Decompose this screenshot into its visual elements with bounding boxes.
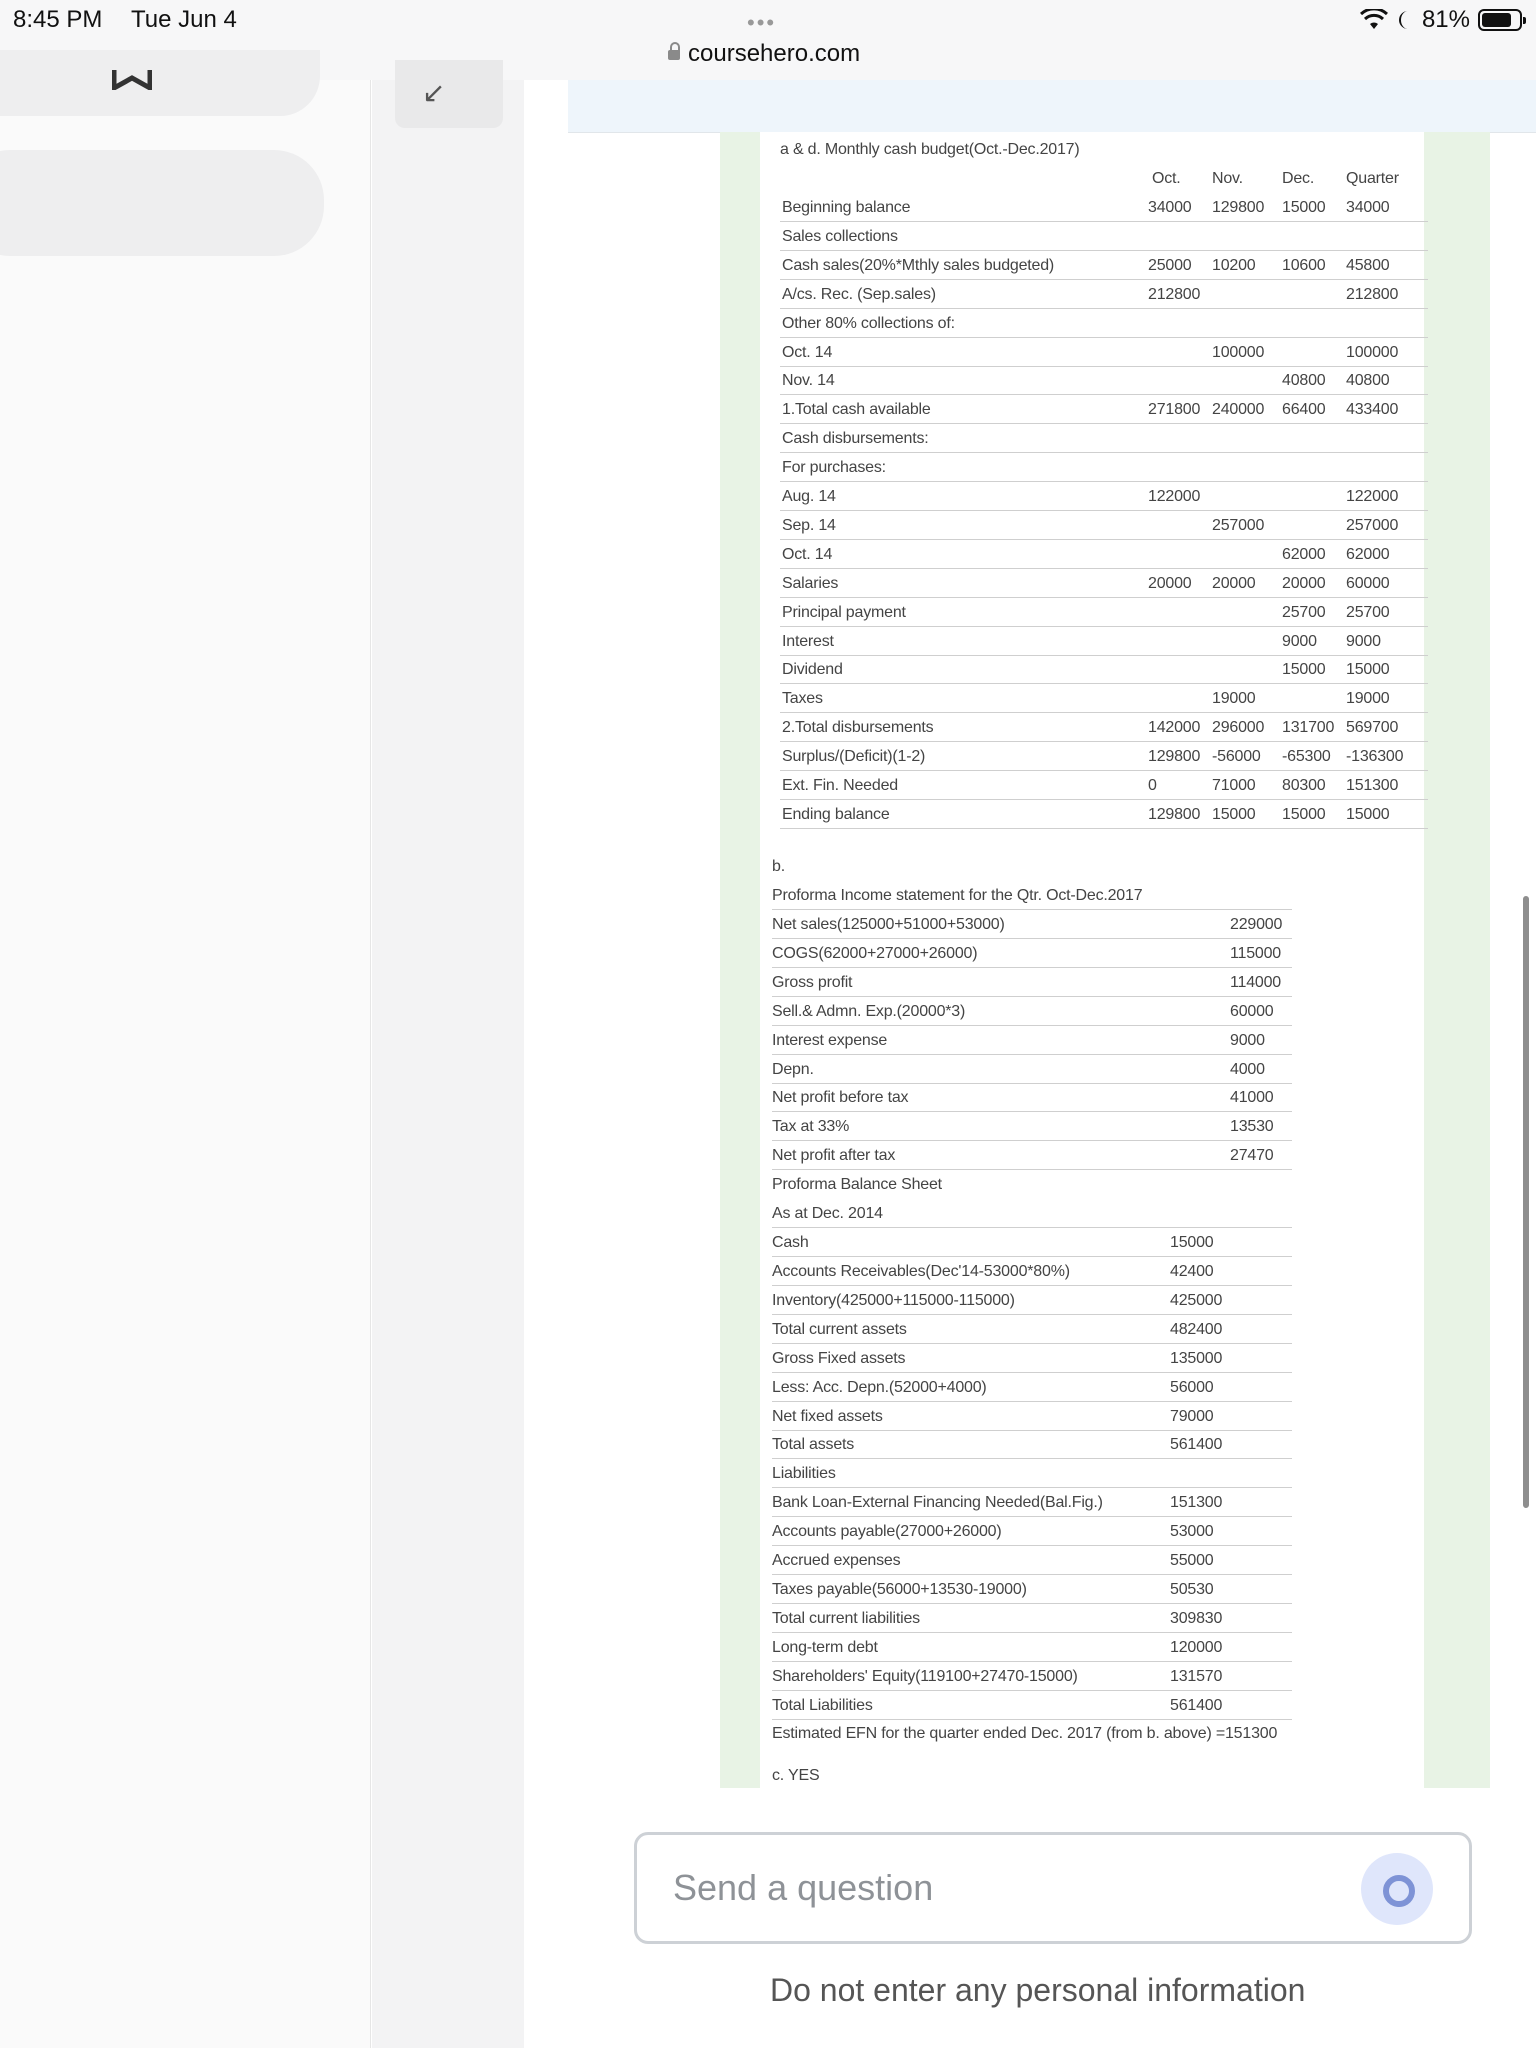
income-row-value: 229000 bbox=[1230, 916, 1283, 933]
budget-cell: 271800 bbox=[1148, 401, 1201, 419]
budget-cell: 25700 bbox=[1282, 603, 1326, 621]
budget-row-divider bbox=[780, 568, 1428, 569]
balance-row-value: 15000 bbox=[1170, 1234, 1214, 1252]
income-row-label: COGS(62000+27000+26000) bbox=[772, 944, 978, 962]
budget-cell: 62000 bbox=[1346, 545, 1390, 563]
budget-header: Oct. bbox=[1152, 170, 1181, 187]
budget-row-label: Other 80% collections of: bbox=[782, 314, 955, 332]
budget-header: Quarter bbox=[1346, 170, 1399, 187]
url-text: coursehero.com bbox=[688, 40, 861, 67]
income-row-label: Tax at 33% bbox=[772, 1118, 850, 1136]
balance-row-label: Liabilities bbox=[772, 1465, 836, 1483]
budget-row-divider bbox=[780, 510, 1428, 511]
budget-cell: 40800 bbox=[1282, 372, 1326, 390]
budget-row-divider bbox=[780, 423, 1428, 424]
balance-row-value: 561400 bbox=[1170, 1436, 1223, 1454]
section-c: c. YES bbox=[772, 1767, 820, 1785]
balance-row-label: Total assets bbox=[772, 1436, 855, 1454]
toolbar-pill bbox=[0, 50, 320, 116]
budget-cell: 100000 bbox=[1212, 343, 1265, 361]
disclaimer-text: Do not enter any personal information bbox=[770, 1972, 1306, 2008]
balance-row-value: 482400 bbox=[1170, 1320, 1223, 1338]
budget-row-label: Cash sales(20%*Mthly sales budgeted) bbox=[782, 256, 1055, 274]
budget-row-label: Aug. 14 bbox=[782, 488, 836, 505]
income-row-value: 4000 bbox=[1230, 1060, 1265, 1078]
budget-row-label: Principal payment bbox=[782, 603, 906, 621]
budget-cell: 122000 bbox=[1346, 488, 1399, 505]
balance-row-label: Cash bbox=[772, 1234, 809, 1252]
budget-row-label: 2.Total disbursements bbox=[782, 719, 934, 737]
question-input[interactable] bbox=[634, 1832, 1472, 1944]
balance-row-label: Shareholders' Equity(119100+27470-15000) bbox=[772, 1667, 1078, 1685]
balance-row-label: Net fixed assets bbox=[772, 1407, 883, 1425]
balance-row-value: 55000 bbox=[1170, 1552, 1214, 1569]
status-icons bbox=[1360, 6, 1522, 34]
budget-row-label: Salaries bbox=[782, 574, 839, 592]
balance-row-value: 56000 bbox=[1170, 1378, 1214, 1396]
budget-row-divider bbox=[780, 828, 1428, 829]
balance-row-divider bbox=[772, 1719, 1292, 1720]
income-row-divider bbox=[772, 1169, 1292, 1170]
income-row-label: Depn. bbox=[772, 1060, 814, 1078]
budget-cell: 71000 bbox=[1212, 777, 1256, 794]
balance-row-value: 42400 bbox=[1170, 1263, 1214, 1280]
budget-cell: 10600 bbox=[1282, 256, 1326, 274]
battery-fill bbox=[1482, 13, 1511, 27]
date: Tue Jun 4 bbox=[131, 6, 237, 33]
budget-row-label: Dividend bbox=[782, 661, 843, 679]
balance-row-value: 53000 bbox=[1170, 1523, 1214, 1541]
balance-row-value: 131570 bbox=[1170, 1667, 1223, 1685]
address-bar[interactable] bbox=[668, 40, 860, 68]
income-row-label: Sell.& Admn. Exp.(20000*3) bbox=[772, 1002, 966, 1020]
budget-row-label: A/cs. Rec. (Sep.sales) bbox=[782, 285, 936, 303]
budget-row-label: 1.Total cash available bbox=[782, 401, 931, 419]
budget-row-divider bbox=[780, 308, 1428, 309]
balance-row-divider bbox=[772, 1487, 1292, 1488]
balance-row-divider bbox=[772, 1372, 1292, 1373]
balance-row-divider bbox=[772, 1574, 1292, 1575]
budget-cell: 10200 bbox=[1212, 256, 1256, 274]
budget-row-label: Surplus/(Deficit)(1-2) bbox=[782, 748, 926, 766]
budget-row-divider bbox=[780, 683, 1428, 684]
budget-row-divider bbox=[780, 741, 1428, 742]
income-row-divider bbox=[772, 1083, 1292, 1084]
budget-cell: 66400 bbox=[1282, 401, 1326, 419]
budget-cell: 62000 bbox=[1282, 545, 1326, 563]
income-divider bbox=[772, 909, 1292, 910]
balance-row-label: Accrued expenses bbox=[772, 1552, 901, 1569]
budget-row-divider bbox=[780, 626, 1428, 627]
budget-cell: 240000 bbox=[1212, 401, 1265, 419]
budget-cell: 80300 bbox=[1282, 777, 1326, 794]
budget-cell: 60000 bbox=[1346, 574, 1390, 592]
balance-row-divider bbox=[772, 1314, 1292, 1315]
income-row-label: Interest expense bbox=[772, 1031, 888, 1049]
budget-row-divider bbox=[780, 221, 1428, 222]
efn-line: Estimated EFN for the quarter ended Dec. 2017 (from b. above) =151300 bbox=[772, 1725, 1278, 1743]
budget-row-label: Taxes bbox=[782, 690, 823, 708]
budget-cell: 15000 bbox=[1346, 805, 1390, 823]
budget-row-divider bbox=[780, 452, 1428, 453]
question-placeholder: Send a question bbox=[673, 1867, 934, 1908]
budget-cell: 40800 bbox=[1346, 372, 1390, 390]
budget-cell: 15000 bbox=[1282, 199, 1326, 216]
battery-icon bbox=[1478, 9, 1522, 31]
wifi-icon bbox=[1360, 9, 1388, 31]
balance-row-value: 151300 bbox=[1170, 1494, 1223, 1512]
balance-row-label: Inventory(425000+115000-115000) bbox=[772, 1291, 1015, 1309]
budget-title: a & d. Monthly cash budget(Oct.-Dec.2017) bbox=[780, 141, 1080, 158]
collapse-button[interactable] bbox=[395, 60, 503, 128]
income-row-label: Gross profit bbox=[772, 973, 853, 991]
budget-cell: 34000 bbox=[1346, 199, 1390, 216]
balance-row-divider bbox=[772, 1458, 1292, 1459]
income-row-divider bbox=[772, 1140, 1292, 1141]
budget-cell: 131700 bbox=[1282, 719, 1335, 737]
budget-cell: 25700 bbox=[1346, 603, 1390, 621]
balance-row-divider bbox=[772, 1516, 1292, 1517]
balance-divider bbox=[772, 1227, 1292, 1228]
balance-row-divider bbox=[772, 1661, 1292, 1662]
budget-cell: 433400 bbox=[1346, 401, 1399, 419]
budget-row-label: Ending balance bbox=[782, 805, 890, 823]
balance-row-value: 135000 bbox=[1170, 1349, 1223, 1367]
balance-row-value: 425000 bbox=[1170, 1291, 1223, 1309]
budget-row-label: Oct. 14 bbox=[782, 545, 833, 563]
balance-row-label: Total current liabilities bbox=[772, 1609, 920, 1627]
balance-row-divider bbox=[772, 1603, 1292, 1604]
budget-cell: 15000 bbox=[1282, 805, 1326, 823]
budget-cell: 129800 bbox=[1212, 199, 1265, 216]
income-row-value: 41000 bbox=[1230, 1089, 1274, 1107]
balance-row-label: Bank Loan-External Financing Needed(Bal.Fig.) bbox=[772, 1494, 1103, 1512]
budget-row-label: For purchases: bbox=[782, 459, 886, 477]
moon-icon bbox=[1396, 9, 1414, 31]
income-row-divider bbox=[772, 1025, 1292, 1026]
budget-cell: -56000 bbox=[1212, 748, 1261, 766]
budget-cell: 0 bbox=[1148, 777, 1157, 794]
balance-row-value: 309830 bbox=[1170, 1609, 1223, 1627]
answer-document bbox=[760, 132, 1424, 1788]
middle-panel bbox=[372, 80, 524, 2048]
budget-cell: 25000 bbox=[1148, 256, 1192, 274]
balance-row-label: Less: Acc. Depn.(52000+4000) bbox=[772, 1378, 987, 1396]
budget-cell: 257000 bbox=[1346, 516, 1399, 534]
balance-title: Proforma Balance Sheet bbox=[772, 1176, 942, 1194]
budget-cell: 122000 bbox=[1148, 488, 1201, 505]
balance-row-label: Accounts payable(27000+26000) bbox=[772, 1523, 1002, 1541]
income-row-divider bbox=[772, 938, 1292, 939]
budget-cell: 212800 bbox=[1346, 285, 1399, 303]
balance-row-label: Total current assets bbox=[772, 1320, 907, 1338]
income-row-value: 115000 bbox=[1230, 944, 1282, 962]
budget-cell: 9000 bbox=[1282, 632, 1317, 650]
income-row-value: 9000 bbox=[1230, 1031, 1265, 1049]
budget-row-label: Sales collections bbox=[782, 227, 898, 245]
balance-row-divider bbox=[772, 1256, 1292, 1257]
income-row-label: Net profit after tax bbox=[772, 1147, 896, 1165]
income-row-value: 27470 bbox=[1230, 1147, 1274, 1165]
multitasking-dots[interactable]: ••• bbox=[747, 10, 777, 35]
budget-row-divider bbox=[780, 770, 1428, 771]
income-row-label: Net profit before tax bbox=[772, 1089, 909, 1107]
budget-row-divider bbox=[780, 539, 1428, 540]
budget-row-divider bbox=[780, 481, 1428, 482]
budget-cell: 20000 bbox=[1282, 574, 1326, 592]
budget-row-divider bbox=[780, 597, 1428, 598]
scrollbar[interactable] bbox=[1523, 896, 1529, 1508]
budget-cell: 19000 bbox=[1346, 690, 1390, 708]
bookmark-icon[interactable] bbox=[112, 70, 152, 90]
content-header-band bbox=[568, 80, 1536, 133]
budget-cell: 15000 bbox=[1212, 805, 1256, 823]
budget-cell: 9000 bbox=[1346, 632, 1381, 650]
income-row-divider bbox=[772, 1054, 1292, 1055]
budget-row-label: Beginning balance bbox=[782, 199, 911, 216]
budget-cell: 296000 bbox=[1212, 719, 1265, 737]
budget-cell: 212800 bbox=[1148, 285, 1201, 303]
balance-row-divider bbox=[772, 1285, 1292, 1286]
budget-cell: -65300 bbox=[1282, 748, 1331, 766]
balance-row-label: Gross Fixed assets bbox=[772, 1349, 906, 1367]
balance-row-label: Total Liabilities bbox=[772, 1696, 873, 1714]
clock: 8:45 PM bbox=[13, 6, 103, 33]
budget-cell: 129800 bbox=[1148, 748, 1201, 766]
budget-row-divider bbox=[780, 279, 1428, 280]
budget-header: Nov. bbox=[1212, 170, 1243, 187]
budget-row-divider bbox=[780, 337, 1428, 338]
balance-row-value: 50530 bbox=[1170, 1580, 1214, 1598]
balance-row-divider bbox=[772, 1545, 1292, 1546]
budget-row-label: Nov. 14 bbox=[782, 372, 835, 390]
balance-row-value: 561400 bbox=[1170, 1696, 1223, 1714]
budget-row-label: Ext. Fin. Needed bbox=[782, 777, 898, 794]
collapse-arrow-icon: ↙ bbox=[422, 77, 446, 108]
balance-row-divider bbox=[772, 1430, 1292, 1431]
income-row-value: 13530 bbox=[1230, 1118, 1274, 1136]
budget-cell: 20000 bbox=[1212, 574, 1256, 592]
balance-date: As at Dec. 2014 bbox=[772, 1205, 883, 1223]
budget-cell: 15000 bbox=[1282, 661, 1326, 679]
sidebar-search-pill[interactable] bbox=[0, 150, 324, 256]
balance-row-label: Accounts Receivables(Dec'14-53000*80%) bbox=[772, 1263, 1070, 1280]
income-row-divider bbox=[772, 1111, 1292, 1112]
budget-row-label: Interest bbox=[782, 632, 834, 650]
balance-row-value: 79000 bbox=[1170, 1407, 1214, 1425]
budget-cell: 15000 bbox=[1346, 661, 1390, 679]
budget-cell: 45800 bbox=[1346, 256, 1390, 274]
budget-row-label: Sep. 14 bbox=[782, 516, 836, 534]
budget-row-divider bbox=[780, 366, 1428, 367]
battery-percent: 81% bbox=[1421, 6, 1470, 33]
balance-row-divider bbox=[772, 1343, 1292, 1344]
section-b-label: b. bbox=[772, 858, 785, 875]
balance-row-label: Long-term debt bbox=[772, 1638, 878, 1656]
income-row-divider bbox=[772, 967, 1292, 968]
budget-cell: 257000 bbox=[1212, 516, 1265, 534]
budget-row-divider bbox=[780, 250, 1428, 251]
budget-cell: 142000 bbox=[1148, 719, 1201, 737]
budget-header: Dec. bbox=[1282, 170, 1315, 187]
income-row-label: Net sales(125000+51000+53000) bbox=[772, 916, 1005, 933]
budget-row-divider bbox=[780, 655, 1428, 656]
budget-row-divider bbox=[780, 394, 1428, 395]
income-row-value: 114000 bbox=[1230, 973, 1282, 991]
budget-cell: 100000 bbox=[1346, 343, 1399, 361]
lock-icon bbox=[668, 50, 680, 60]
left-sidebar bbox=[0, 80, 371, 2048]
balance-row-divider bbox=[772, 1690, 1292, 1691]
income-row-divider bbox=[772, 996, 1292, 997]
balance-row-label: Taxes payable(56000+13530-19000) bbox=[772, 1580, 1027, 1598]
income-row-value: 60000 bbox=[1230, 1002, 1274, 1020]
budget-row-label: Cash disbursements: bbox=[782, 430, 929, 448]
budget-row-label: Oct. 14 bbox=[782, 343, 833, 361]
budget-cell: 129800 bbox=[1148, 805, 1201, 823]
income-title: Proforma Income statement for the Qtr. Oct-Dec.2017 bbox=[772, 887, 1143, 904]
budget-row-divider bbox=[780, 712, 1428, 713]
budget-cell: -136300 bbox=[1346, 748, 1404, 766]
send-icon[interactable] bbox=[1361, 1853, 1433, 1925]
budget-cell: 34000 bbox=[1148, 199, 1192, 216]
budget-cell: 569700 bbox=[1346, 719, 1399, 737]
budget-cell: 19000 bbox=[1212, 690, 1256, 708]
balance-row-value: 120000 bbox=[1170, 1638, 1223, 1656]
balance-row-divider bbox=[772, 1632, 1292, 1633]
balance-row-divider bbox=[772, 1401, 1292, 1402]
budget-cell: 20000 bbox=[1148, 574, 1192, 592]
budget-cell: 151300 bbox=[1346, 777, 1399, 794]
budget-row-divider bbox=[780, 799, 1428, 800]
